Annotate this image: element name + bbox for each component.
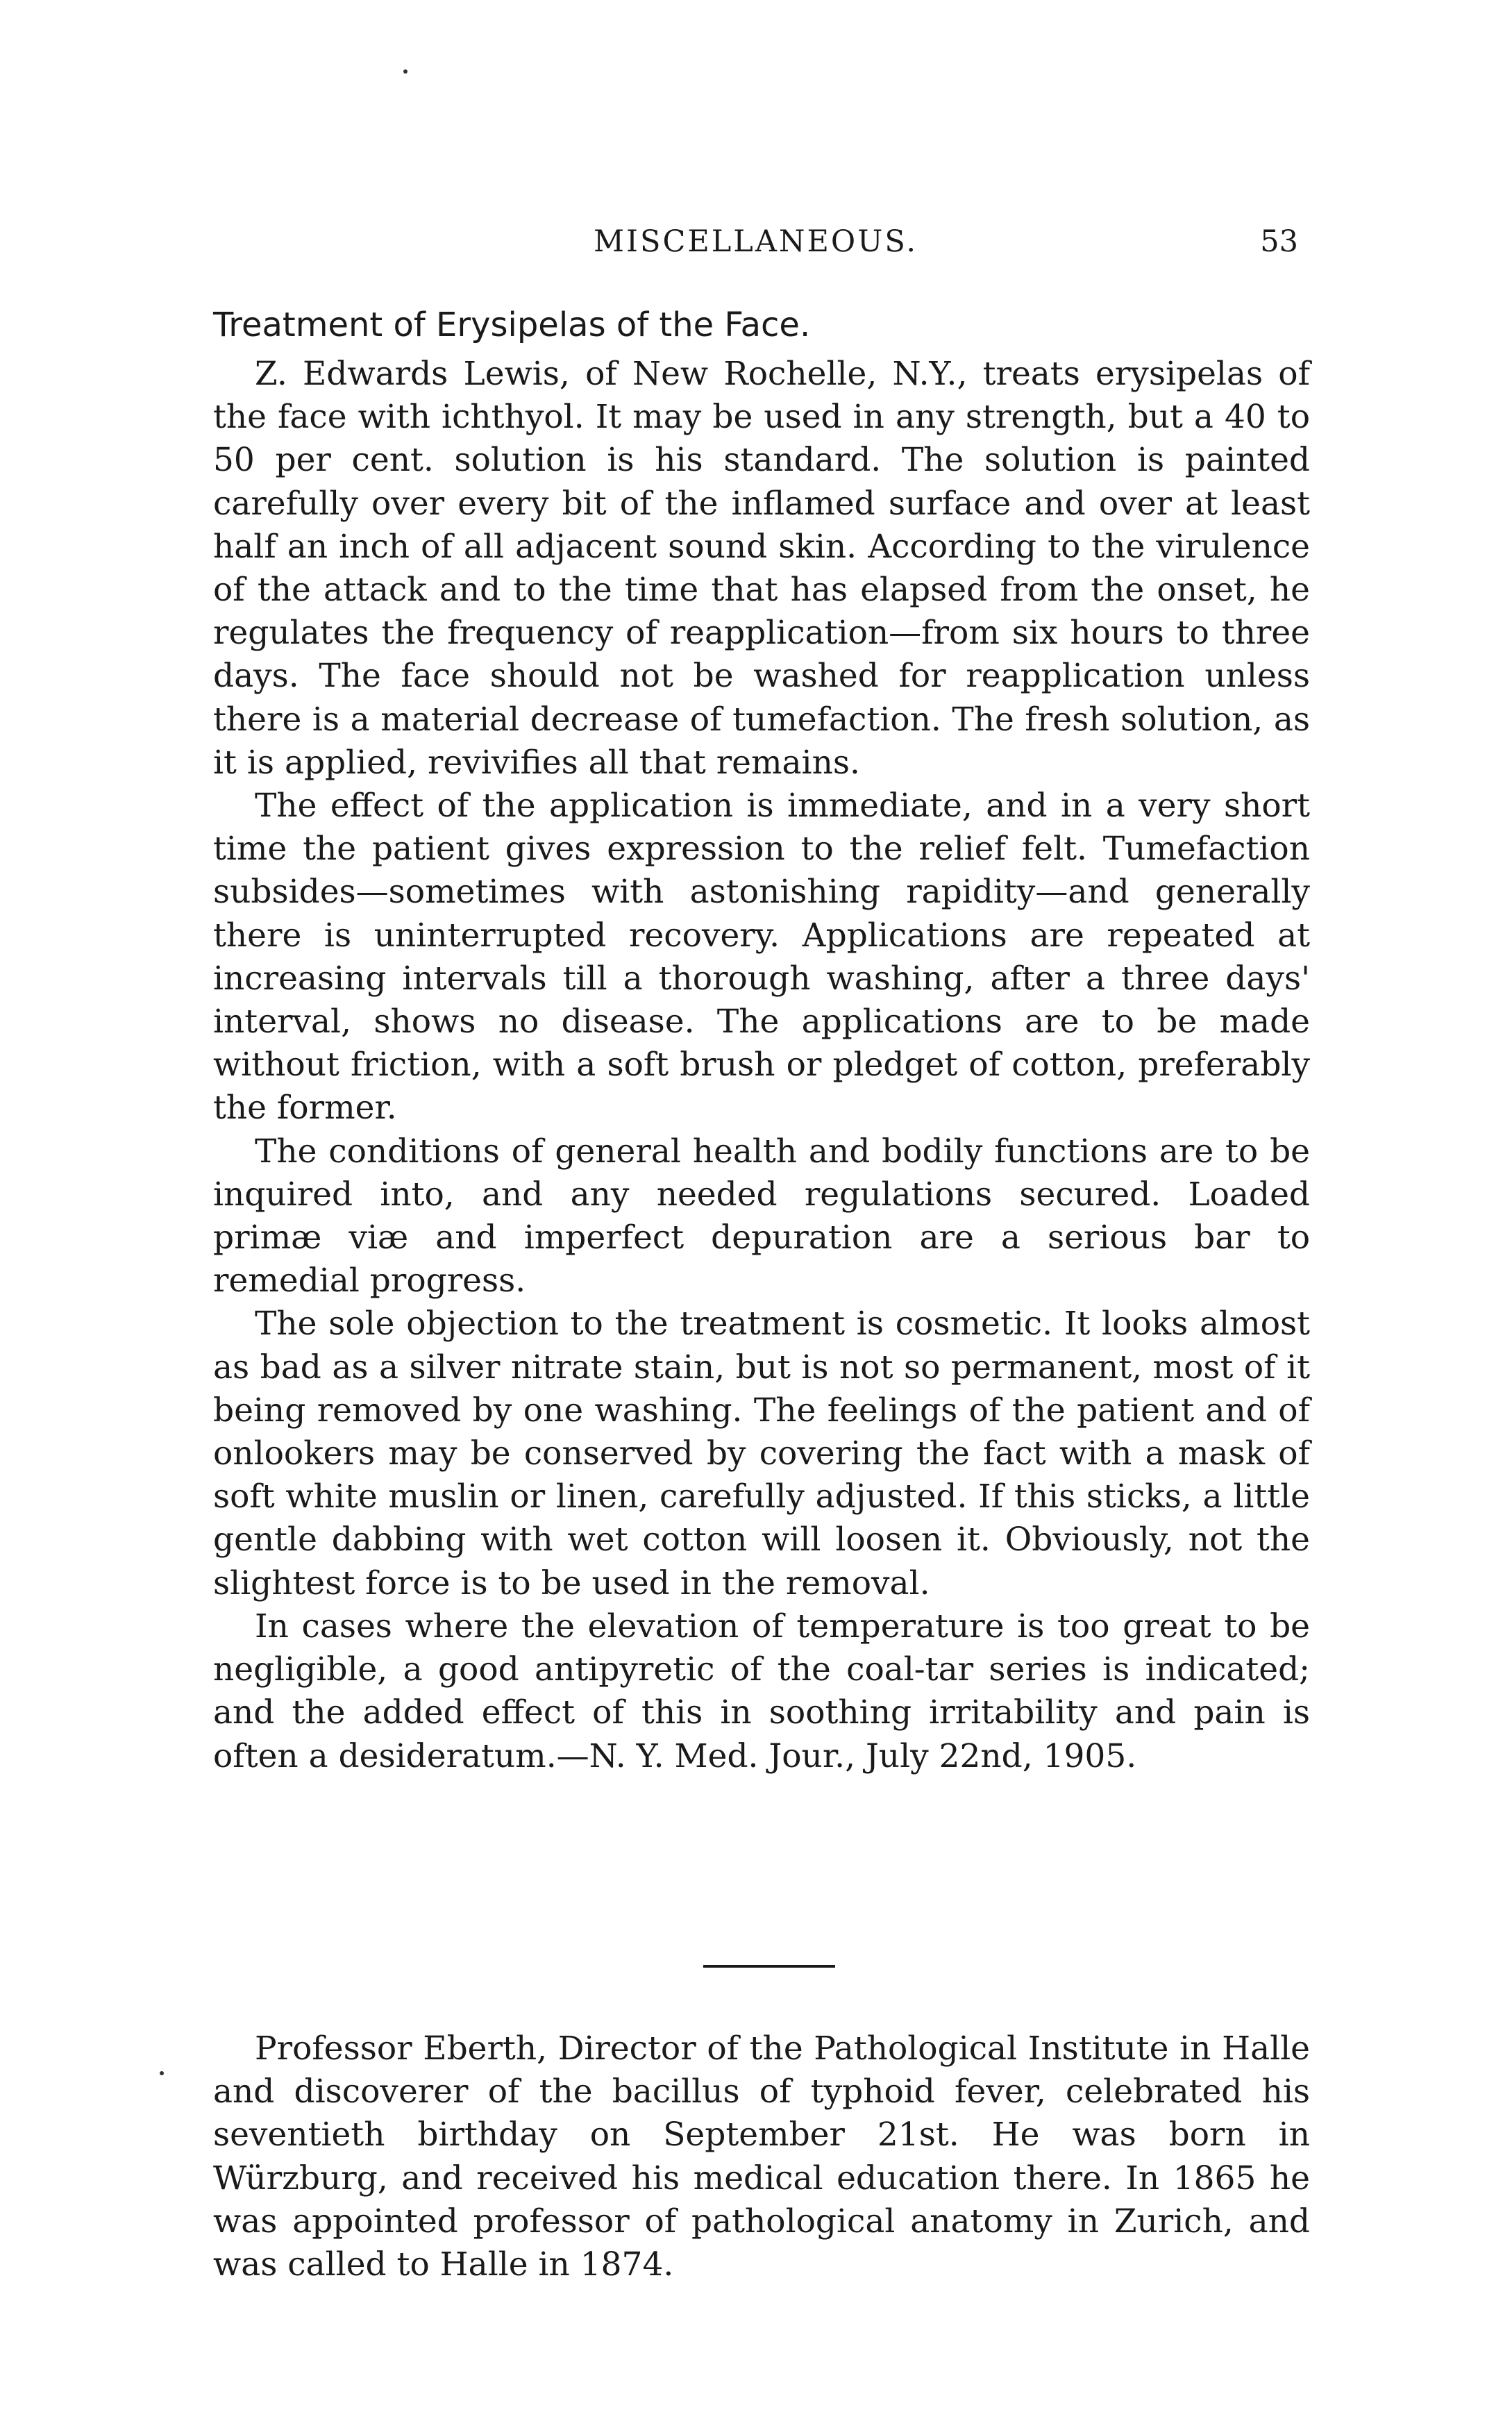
paragraph: The conditions of general health and bodily functions are to be inquired into, and any needed regulations secured. Loaded primæ viæ and imperfect depuration are a serious bar to remedial progress. [213, 1132, 1310, 1300]
paragraph: Z. Edwards Lewis, of New Rochelle, N.Y., treats erysipelas of the face with ichthyol. It may be used in any strength, but a 40 to 50 per cent. solution is his standard. The solution is painted carefully over every bit of the inflamed surface and over at least half an inch of all adjacent sound skin. According to the virulence of the attack and to the time that has elapsed from the onset, he regulates the frequency of reapplication—from six hours to three days. The face should not be washed for reapplication unless there is a material decrease of tumefaction. The fresh solution, as it is applied, revivifies all that remains. [213, 355, 1310, 782]
paragraph: The effect of the application is immediate, and in a very short time the patient gives expression to the relief felt. Tumefaction subsides—sometimes with astonishing rapidity—and generally there is uninterrupted recovery. Applications are repeated at increasing intervals till a thorough washing, after a three days' interval, shows no disease. The applications are to be made without friction, with a soft brush or pledget of cotton, preferably the former. [213, 787, 1310, 1128]
paragraph: The sole objection to the treatment is cosmetic. It looks almost as bad as a silver nitrate stain, but is not so permanent, most of it being removed by one washing. The feelings of the patient and of onlookers may be conserved by covering the fact with a mask of soft white muslin or linen, carefully adjusted. If this sticks, a little gentle dabbing with wet cotton will loosen it. Obviously, not the slightest force is to be used in the removal. [213, 1305, 1310, 1602]
article-erysipelas-body [213, 353, 1310, 1778]
section-divider [703, 1965, 835, 1968]
article-eberth-body [213, 2027, 1310, 2286]
paragraph: Professor Eberth, Director of the Pathological Institute in Halle and discoverer of the bacillus of typhoid fever, celebrated his seventieth birthday on September 21st. He was born in Würzburg, and received his medical education there. In 1865 he was appointed professor of pathological anatomy in Zurich, and was called to Halle in 1874. [213, 2029, 1310, 2284]
paragraph: In cases where the elevation of temperature is too great to be negligible, a good antipyretic of the coal-tar series is indicated; and the added effect of this in soothing irritability and pain is often a desideratum.—N. Y. Med. Jour., July 22nd, 1905. [213, 1607, 1310, 1775]
margin-dot-mark [160, 2071, 164, 2075]
stray-ink-mark [403, 69, 408, 74]
page-number: 53 [1260, 224, 1298, 259]
article-title: Treatment of Erysipelas of the Face. [213, 305, 811, 344]
running-head: MISCELLANEOUS. [593, 224, 918, 259]
page-header [213, 221, 1298, 262]
